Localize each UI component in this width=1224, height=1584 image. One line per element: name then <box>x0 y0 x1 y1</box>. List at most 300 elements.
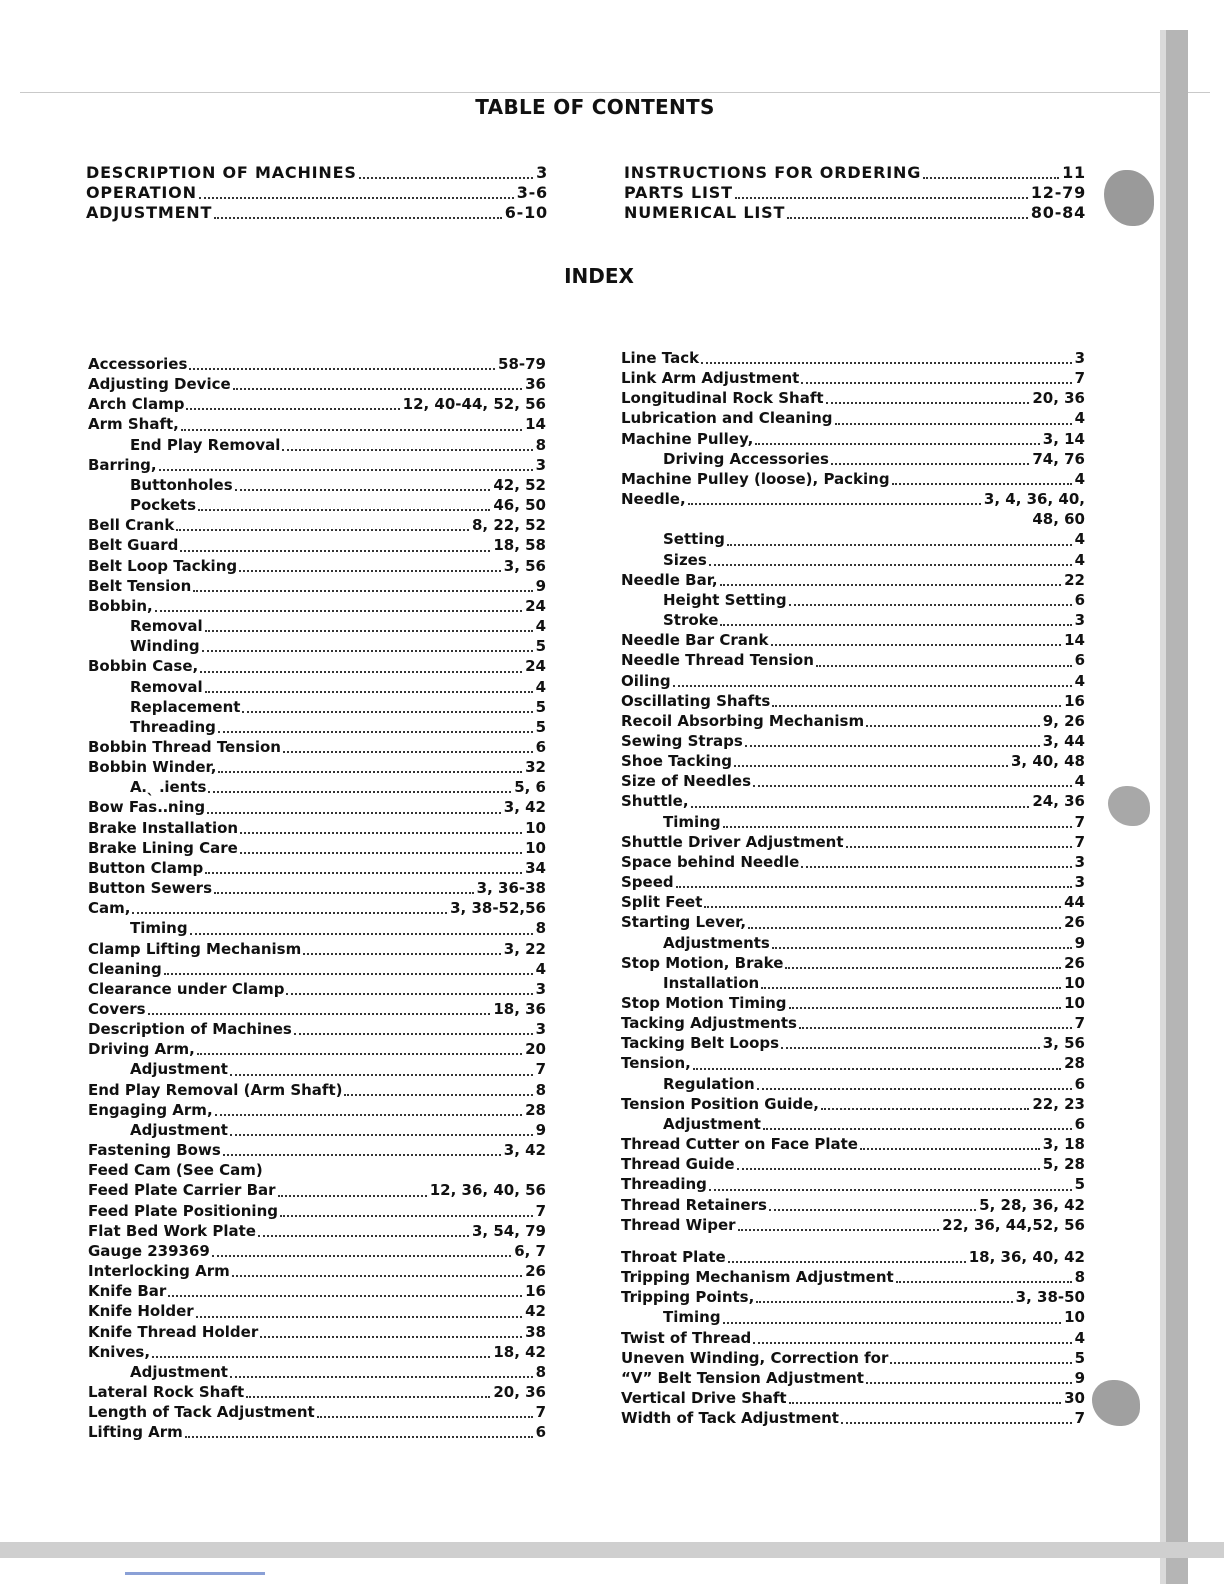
index-entry <box>88 1402 546 1422</box>
index-entry <box>621 1368 1085 1388</box>
entry-label: Recoil Absorbing Mechanism <box>621 711 865 730</box>
index-entry <box>88 757 546 777</box>
dot-leader <box>218 731 533 733</box>
entry-page: 8 <box>535 435 546 454</box>
index-entry <box>621 1053 1085 1073</box>
index-entry <box>621 348 1085 368</box>
entry-page: 16 <box>525 1282 546 1301</box>
dot-leader <box>785 967 1061 969</box>
dot-leader <box>821 1108 1029 1110</box>
entry-page: 26 <box>1064 953 1085 972</box>
entry-page: 24, 36 <box>1032 792 1085 811</box>
entry-label: Knife Thread Holder <box>88 1322 259 1341</box>
index-entry <box>88 374 546 394</box>
entry-label: Sizes <box>663 550 707 569</box>
dot-leader <box>748 927 1061 929</box>
index-entry <box>621 1388 1085 1408</box>
entry-page: 4 <box>535 677 546 696</box>
entry-label: Lateral Rock Shaft <box>88 1382 245 1401</box>
entry-label: Brake Installation <box>88 818 239 837</box>
entry-page: 7 <box>535 1060 546 1079</box>
index-entry <box>621 650 1085 670</box>
entry-label: Bobbin, <box>88 596 153 615</box>
toc-column-right <box>624 163 1086 223</box>
index-entry <box>88 1201 546 1221</box>
dot-leader <box>789 604 1072 606</box>
entry-label: Uneven Winding, Correction for <box>621 1348 889 1367</box>
entry-page: 5 <box>535 637 546 656</box>
entry-page: 6 <box>1074 1114 1085 1133</box>
entry-page: 5 <box>535 697 546 716</box>
entry-page: 3, 44 <box>1042 731 1085 750</box>
entry-label: Shoe Tacking <box>621 752 733 771</box>
index-entry <box>88 1039 546 1059</box>
dot-leader <box>866 1382 1072 1384</box>
dot-leader <box>230 1134 533 1136</box>
entry-label: Shuttle, <box>621 792 689 811</box>
index-entry <box>621 529 1085 549</box>
index-entry <box>621 1215 1085 1235</box>
entry-page: 7 <box>535 1201 546 1220</box>
index-entry <box>88 354 546 374</box>
entry-label: Belt Guard <box>88 536 179 555</box>
index-entry <box>88 1422 546 1442</box>
entry-page: 12, 36, 40, 56 <box>429 1181 546 1200</box>
dot-leader <box>769 1209 976 1211</box>
dot-leader <box>846 846 1072 848</box>
entry-page: 80-84 <box>1030 203 1086 222</box>
dot-leader <box>176 529 469 531</box>
dot-leader <box>816 665 1072 667</box>
index-entry <box>88 878 546 898</box>
index-entry <box>621 711 1085 731</box>
dot-leader <box>205 630 533 632</box>
entry-label: Button Clamp <box>88 858 204 877</box>
entry-page: 3 <box>536 163 548 182</box>
index-entry <box>88 1221 546 1241</box>
dot-leader <box>761 987 1061 989</box>
index-entry <box>621 610 1085 630</box>
dot-leader <box>205 691 533 693</box>
dot-leader <box>359 177 533 179</box>
dot-leader <box>755 443 1039 445</box>
entry-label: Engaging Arm, <box>88 1100 213 1119</box>
dot-leader <box>723 826 1072 828</box>
entry-label: Split Feet <box>621 893 703 912</box>
entry-page: 8 <box>535 919 546 938</box>
entry-label: Feed Cam (See Cam) <box>88 1161 263 1180</box>
toc-entry <box>86 163 548 183</box>
index-entry <box>621 812 1085 832</box>
scan-edge-bottom <box>0 1542 1224 1558</box>
entry-page: 5 <box>1074 1348 1085 1367</box>
entry-page: 8 <box>1074 1268 1085 1287</box>
scan-edge-line <box>125 1572 265 1575</box>
entry-label: Adjustments <box>663 933 770 952</box>
entry-label: Setting <box>663 530 725 549</box>
entry-label: Thread Wiper <box>621 1215 736 1234</box>
dot-leader <box>200 671 522 673</box>
entry-page: 7 <box>1074 812 1085 831</box>
entry-label: Adjustment <box>663 1114 761 1133</box>
dot-leader <box>789 1402 1062 1404</box>
dot-leader <box>890 1362 1071 1364</box>
index-entry <box>88 918 546 938</box>
index-entry <box>621 1267 1085 1287</box>
index-entry <box>621 368 1085 388</box>
entry-label: Line Tack <box>621 349 700 367</box>
entry-label: End Play Removal (Arm Shaft) <box>88 1080 343 1099</box>
index-entry <box>88 777 546 797</box>
entry-page: 32 <box>525 758 546 777</box>
entry-page: 7 <box>1074 369 1085 388</box>
entry-label: OPERATION <box>86 183 197 202</box>
entry-page: 44 <box>1064 893 1085 912</box>
index-entry <box>88 656 546 676</box>
dot-leader <box>294 1033 533 1035</box>
entry-label: Button Sewers <box>88 879 212 898</box>
entry-label: Stop Motion Timing <box>621 994 787 1012</box>
dot-leader <box>230 1074 533 1076</box>
entry-page: 10 <box>1064 994 1085 1012</box>
entry-label: Knives, <box>88 1342 151 1361</box>
entry-page: 3, 42 <box>503 798 546 817</box>
index-entry <box>621 449 1085 469</box>
index-entry <box>621 429 1085 449</box>
entry-page: 5 <box>535 717 546 736</box>
index-entry <box>621 550 1085 570</box>
entry-label: Tripping Points, <box>621 1288 755 1307</box>
index-entry <box>88 1241 546 1261</box>
entry-page: 36 <box>525 375 546 394</box>
entry-page: 24 <box>525 596 546 615</box>
entry-label: Tacking Belt Loops <box>621 1034 780 1053</box>
entry-label: Belt Loop Tacking <box>88 556 238 575</box>
dot-leader <box>282 449 532 451</box>
dot-leader <box>260 1336 522 1338</box>
index-spacer <box>621 1235 1085 1247</box>
index-entry <box>621 408 1085 428</box>
index-entry <box>88 576 546 596</box>
dot-leader <box>155 610 522 612</box>
index-entry <box>621 973 1085 993</box>
dot-leader <box>720 584 1062 586</box>
dot-leader <box>303 953 501 955</box>
entry-label: Stroke <box>663 611 719 630</box>
entry-label: Timing <box>130 919 188 938</box>
entry-page: 22, 23 <box>1032 1094 1085 1113</box>
entry-page: 6, 7 <box>514 1241 546 1260</box>
entry-label: Lubrication and Cleaning <box>621 409 833 428</box>
index-entry <box>621 1328 1085 1348</box>
dot-leader <box>772 947 1072 949</box>
entry-page: 6-10 <box>504 203 548 222</box>
entry-page: 42, 52 <box>493 475 546 494</box>
entry-page: 7 <box>1074 832 1085 851</box>
entry-label: Longitudinal Rock Shaft <box>621 389 824 408</box>
entry-page: 3, 54, 79 <box>471 1221 546 1240</box>
index-entry <box>88 1120 546 1140</box>
entry-page: 16 <box>1064 691 1085 710</box>
entry-label: Removal <box>130 617 203 636</box>
entry-label: Knife Bar <box>88 1282 167 1301</box>
index-entry <box>88 797 546 817</box>
dot-leader <box>212 1255 511 1257</box>
dot-leader <box>242 711 532 713</box>
entry-label: Twist of Thread <box>621 1328 752 1347</box>
dot-leader <box>737 1168 1040 1170</box>
index-entry <box>88 1362 546 1382</box>
dot-leader <box>240 852 522 854</box>
entry-label: Tension Position Guide, <box>621 1094 819 1113</box>
index-entry <box>88 717 546 737</box>
entry-page: 14 <box>1064 631 1085 650</box>
dot-leader <box>801 382 1071 384</box>
entry-page: 18, 58 <box>493 536 546 555</box>
index-entry <box>88 394 546 414</box>
dot-leader <box>189 368 495 370</box>
index-entry <box>621 691 1085 711</box>
entry-page: 3 <box>1074 873 1085 892</box>
entry-label: Replacement <box>130 697 241 716</box>
entry-page: 6 <box>1074 1074 1085 1093</box>
dot-leader <box>757 1088 1072 1090</box>
entry-page: 3 <box>535 455 546 474</box>
entry-page: 3 <box>535 1020 546 1039</box>
entry-label: Timing <box>663 812 721 831</box>
dot-leader <box>317 1416 533 1418</box>
entry-page: 10 <box>1064 973 1085 992</box>
entry-label: Gauge 239369 <box>88 1241 210 1260</box>
index-entry <box>621 590 1085 610</box>
index-entry <box>621 1195 1085 1215</box>
entry-page: 42 <box>525 1302 546 1321</box>
entry-page: 28 <box>525 1100 546 1119</box>
dot-leader <box>896 1281 1072 1283</box>
dot-leader <box>205 872 522 874</box>
dot-leader <box>728 1261 966 1263</box>
page-title: TABLE OF CONTENTS <box>475 95 715 119</box>
index-entry <box>621 852 1085 872</box>
dot-leader <box>168 1295 522 1297</box>
index-entry <box>88 1059 546 1079</box>
dot-leader <box>701 362 1072 364</box>
index-entry <box>621 832 1085 852</box>
entry-page: 4 <box>1074 409 1085 428</box>
entry-page: 3, 38-52,56 <box>450 899 546 918</box>
entry-page: 20, 36 <box>493 1382 546 1401</box>
entry-page: 6 <box>535 1423 546 1442</box>
dot-leader <box>720 624 1071 626</box>
dot-leader <box>789 1007 1062 1009</box>
dot-leader <box>735 197 1028 199</box>
entry-label: Bobbin Case, <box>88 657 199 676</box>
dot-leader <box>193 590 532 592</box>
entry-label: Tacking Adjustments <box>621 1014 797 1033</box>
dot-leader <box>727 544 1072 546</box>
index-entry <box>88 1281 546 1301</box>
entry-label: PARTS LIST <box>624 183 733 202</box>
entry-label: INSTRUCTIONS FOR ORDERING <box>624 163 922 182</box>
dot-leader <box>199 197 514 199</box>
entry-page: 11 <box>1062 163 1086 182</box>
index-entry <box>621 1408 1085 1428</box>
entry-page: 7 <box>1074 1409 1085 1428</box>
entry-page: 9 <box>1074 1368 1085 1387</box>
entry-label: Oscillating Shafts <box>621 691 771 710</box>
hole-punch-mark <box>1108 786 1150 826</box>
entry-page: 9 <box>1074 933 1085 952</box>
entry-page: 3, 22 <box>503 939 546 958</box>
dot-leader <box>190 933 533 935</box>
entry-label: Thread Cutter on Face Plate <box>621 1135 858 1154</box>
dot-leader <box>801 866 1071 868</box>
entry-label: Link Arm Adjustment <box>621 369 800 388</box>
entry-page: 9 <box>535 1120 546 1139</box>
index-entry <box>88 1160 546 1180</box>
index-entry <box>88 455 546 475</box>
entry-label: “V” Belt Tension Adjustment <box>621 1368 864 1387</box>
entry-page: 10 <box>525 818 546 837</box>
index-entry <box>621 933 1085 953</box>
entry-page: 4 <box>1074 530 1085 549</box>
entry-page: 4 <box>535 617 546 636</box>
dot-leader <box>704 906 1061 908</box>
entry-page: 24 <box>525 657 546 676</box>
entry-label: Buttonholes <box>130 475 233 494</box>
dot-leader <box>186 408 399 410</box>
index-entry <box>88 535 546 555</box>
entry-page: 3, 56 <box>1042 1034 1085 1053</box>
entry-page: 4 <box>535 959 546 978</box>
index-entry <box>621 1287 1085 1307</box>
dot-leader <box>691 806 1030 808</box>
entry-label: Starting Lever, <box>621 913 747 932</box>
dot-leader <box>772 705 1061 707</box>
entry-page: 34 <box>525 858 546 877</box>
index-entry <box>88 677 546 697</box>
index-entry <box>621 993 1085 1013</box>
index-entry <box>88 959 546 979</box>
entry-page: 3 <box>1074 611 1085 630</box>
entry-label: Oiling <box>621 671 671 690</box>
index-entry <box>621 1174 1085 1194</box>
dot-leader <box>239 570 501 572</box>
index-entry <box>621 771 1085 791</box>
dot-leader <box>208 791 511 793</box>
entry-label: Knife Holder <box>88 1302 194 1321</box>
dot-leader <box>202 650 533 652</box>
index-entry <box>621 892 1085 912</box>
entry-label: Needle, <box>621 490 686 509</box>
index-entry <box>88 435 546 455</box>
entry-label: Clamp Lifting Mechanism <box>88 939 302 958</box>
entry-label: End Play Removal <box>130 435 281 454</box>
entry-label: Needle Bar, <box>621 570 718 589</box>
dot-leader <box>258 1235 469 1237</box>
dot-leader <box>197 1053 522 1055</box>
entry-label: Space behind Needle <box>621 852 800 871</box>
index-entry <box>88 1322 546 1342</box>
entry-page: 46, 50 <box>493 496 546 515</box>
entry-label: Brake Lining Care <box>88 838 238 857</box>
index-entry <box>88 556 546 576</box>
dot-leader <box>280 1215 533 1217</box>
dot-leader <box>756 1301 1012 1303</box>
entry-label: Feed Plate Positioning <box>88 1201 278 1220</box>
entry-page: 26 <box>525 1262 546 1281</box>
entry-label: Feed Plate Carrier Bar <box>88 1181 276 1200</box>
entry-label: Height Setting <box>663 590 787 609</box>
entry-label: Length of Tack Adjustment <box>88 1403 315 1422</box>
entry-label: Winding <box>130 637 200 656</box>
entry-label: Installation <box>663 973 760 992</box>
entry-label: Bow Fas.․ning <box>88 798 206 817</box>
entry-page: 18, 42 <box>493 1342 546 1361</box>
entry-label: Adjusting Device <box>88 375 231 394</box>
entry-label: Throat Plate <box>621 1247 726 1266</box>
entry-page: 3, 56 <box>503 556 546 575</box>
entry-label: Regulation <box>663 1074 755 1093</box>
entry-page: 3, 14 <box>1042 429 1085 448</box>
index-entry <box>621 1247 1085 1267</box>
entry-label: Adjustment <box>130 1060 228 1079</box>
entry-page: 58-79 <box>498 355 546 373</box>
entry-label: Tension, <box>621 1054 691 1073</box>
index-entry <box>621 791 1085 811</box>
dot-leader <box>734 765 1008 767</box>
toc-entry <box>624 183 1086 203</box>
dot-leader <box>215 1114 522 1116</box>
entry-page: 4 <box>1074 550 1085 569</box>
index-entry <box>88 596 546 616</box>
entry-page: 20, 36 <box>1032 389 1085 408</box>
entry-page: 3 <box>1074 852 1085 871</box>
dot-leader <box>738 1229 940 1231</box>
entry-page: 74, 76 <box>1032 449 1085 468</box>
dot-leader <box>148 1013 491 1015</box>
dot-leader <box>787 217 1028 219</box>
index-entry <box>621 469 1085 489</box>
index-entry <box>621 1307 1085 1327</box>
entry-page: 28 <box>1064 1054 1085 1073</box>
entry-label: DESCRIPTION OF MACHINES <box>86 163 357 182</box>
index-entry <box>621 388 1085 408</box>
entry-page: 4 <box>1074 469 1085 488</box>
index-entry <box>88 1342 546 1362</box>
entry-label: Machine Pulley (loose), Packing <box>621 469 890 488</box>
entry-label: Clearance under Clamp <box>88 979 285 998</box>
entry-label: Threading <box>130 717 216 736</box>
dot-leader <box>745 745 1040 747</box>
index-entry <box>621 1094 1085 1114</box>
dot-leader <box>230 1376 533 1378</box>
entry-page: 8, 22, 52 <box>471 516 546 535</box>
entry-page: 10 <box>525 838 546 857</box>
entry-page: 22, 36, 44,52, 56 <box>942 1215 1085 1234</box>
dot-leader <box>799 1027 1072 1029</box>
index-entry <box>88 616 546 636</box>
dot-leader <box>709 564 1072 566</box>
dot-leader <box>283 751 533 753</box>
entry-label: Cam, <box>88 899 131 918</box>
index-title: INDEX <box>564 264 634 288</box>
entry-page: 3-6 <box>516 183 548 202</box>
entry-page: 9, 26 <box>1042 711 1085 730</box>
entry-page: 12, 40-44, 52, 56 <box>402 395 546 414</box>
index-entry <box>88 495 546 515</box>
entry-label: Barring, <box>88 455 157 474</box>
